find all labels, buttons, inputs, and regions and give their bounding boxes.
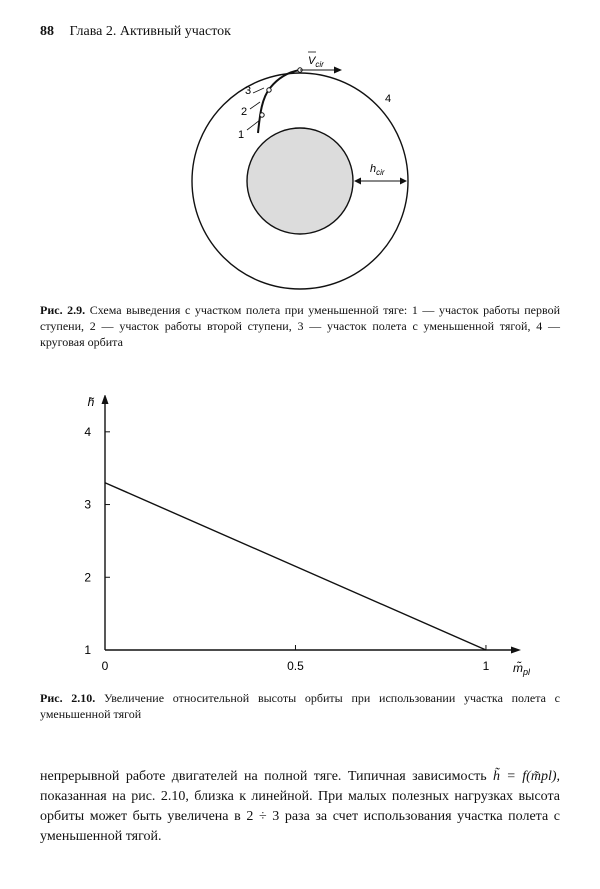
- stage-point-1: [260, 113, 264, 117]
- series-line-0: [105, 483, 486, 650]
- figure-2-9-caption: [40, 302, 560, 350]
- y-tick-label-2: 2: [84, 570, 91, 585]
- caption-text: Увеличение относительной высоты орбиты при использовании участка полета с уменьшенной тягой: [40, 691, 560, 721]
- page-number: 88: [40, 24, 54, 39]
- body-paragraph: [40, 767, 560, 847]
- height-arrow-right: [400, 178, 407, 185]
- paragraph-part-a: непрерывной работе двигателей на полной тяге. Типичная зависимость: [40, 769, 494, 784]
- leader-3: [253, 88, 264, 93]
- orbit-diagram: [180, 48, 450, 303]
- marker-4: 4: [385, 93, 392, 105]
- marker-1: 1: [238, 129, 245, 141]
- caption-label: Рис. 2.9.: [40, 303, 86, 317]
- x-tick-label-0: 0: [101, 659, 109, 673]
- page-header: [40, 24, 231, 40]
- y-axis-label: h̃: [87, 395, 95, 409]
- leader-2: [250, 102, 260, 109]
- y-tick-label-3: 3: [84, 497, 91, 512]
- x-axis-arrow: [511, 647, 521, 654]
- marker-2: 2: [241, 106, 248, 118]
- chapter-title: Глава 2. Активный участок: [69, 24, 231, 39]
- paragraph-part-b: показанная на рис. 2.10, близка к линейной. При малых полезных нагрузках высота орбиты может быть увеличена в 2 ÷ 3 раза за счет использования участка полета с уменьшенной тягой.: [40, 789, 560, 844]
- height-chart: [60, 395, 530, 680]
- marker-3: 3: [245, 85, 252, 97]
- x-axis-label: $m̃_{pl}$: [513, 661, 530, 677]
- height-arrow-left: [354, 178, 361, 185]
- velocity-arrowhead: [334, 67, 342, 74]
- caption-text: Схема выведения с участком полета при уменьшенной тяге: 1 — участок работы первой ступени, 2 — участок работы второй ступени, 3 — участок полета с уменьшенной тягой, 4 — круговая орбита: [40, 303, 561, 349]
- x-tick-label-1: 1: [482, 659, 490, 673]
- stage-point-2: [267, 88, 271, 92]
- height-label: $h_{cir}$: [370, 163, 385, 177]
- y-tick-label-1: 1: [84, 643, 91, 657]
- y-tick-label-4: 4: [84, 424, 91, 439]
- earth-circle: [247, 128, 353, 234]
- x-tick-label-0.5: 0.5: [287, 659, 304, 673]
- formula: h̃ = f(m̃pl),: [493, 769, 560, 784]
- caption-label: Рис. 2.10.: [40, 691, 96, 705]
- y-axis-arrow: [102, 395, 109, 404]
- velocity-label: $V_{cir}$: [308, 55, 324, 69]
- figure-2-10-caption: [40, 690, 560, 722]
- x-axis-label-sub: pl: [523, 667, 530, 677]
